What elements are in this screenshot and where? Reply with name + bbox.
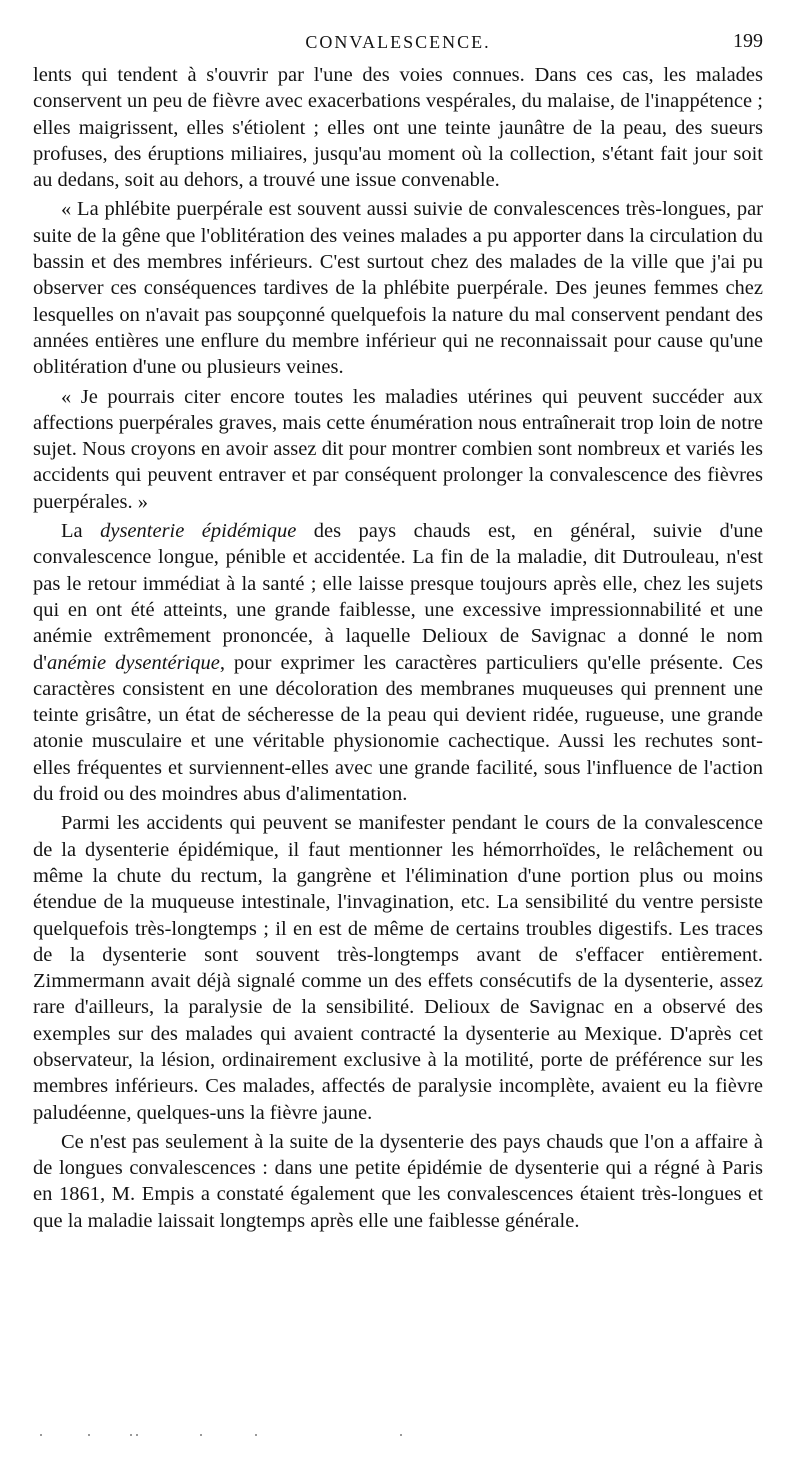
scan-speck: [130, 1434, 132, 1436]
scan-speck: [400, 1434, 402, 1436]
paragraph-text: Ce n'est pas seulement à la suite de la dysenterie des pays chauds que l'on a affaire à de longues convalescences : dans une petite épidémie de dysenterie qui a régné à Paris en 1861, M. Empis a constaté également que les convalescences étaient très-longues et que la maladie laissait longtemps après elle une faiblesse générale.: [33, 1130, 763, 1232]
scan-speck: [136, 1434, 138, 1436]
paragraph-text: , pour exprimer les caractères particuliers qu'elle présente. Ces caractères consistent en une décoloration des membranes muqueuses qui prennent une teinte grisâtre, un état de sécheresse de la peau qui devient ridée, rugueuse, une grande atonie musculaire et une véritable physionomie cachectique. Aussi les rechutes sont-elles fréquentes et surviennent-elles avec une grande facilité, sous l'influence de l'action du froid ou des moindres abus d'alimentation.: [33, 651, 763, 806]
paragraph-text: La: [61, 520, 101, 543]
book-page: [33, 28, 763, 1234]
italic-term-anemie-dysenterique: anémie dysentérique: [46, 651, 220, 674]
italic-term-dysenterie-epidemique: dysenterie épidémique: [100, 520, 297, 543]
paragraph-text: « La phlébite puerpérale est souvent aussi suivie de convalescences très-longues, par suite de la gêne que l'oblitération des veines malades a pu apporter dans la circulation du bassin et des membres inférieurs. C'est surtout chez des malades de la ville que j'ai pu observer ces conséquences tardives de la phlébite puerpérale. Des jeunes femmes chez lesquelles on n'avait pas soupçonné quelquefois la nature du mal conservent pendant des années entières une enflure du membre inférieur qui ne reconnaissait pour cause qu'une oblitération d'une ou plusieurs veines.: [33, 198, 763, 379]
paragraph-text: lents qui tendent à s'ouvrir par l'une des voies connues. Dans ces cas, les malades conservent un peu de fièvre avec exacerbations vespérales, du malaise, de l'inappétence ; elles maigrissent, elles s'étiolent ; elles ont une teinte jaunâtre de la peau, des sueurs profuses, des éruptions miliaires, jusqu'au moment où la collection, s'étant fait jour soit au dedans, soit au dehors, a trouvé une issue convenable.: [33, 64, 763, 192]
paragraph-text: « Je pourrais citer encore toutes les maladies utérines qui peuvent succéder aux affections puerpérales graves, mais cette énumération nous entraînerait trop loin de notre sujet. Nous croyons en avoir assez dit pour montrer combien sont nombreux et variés les accidents qui peuvent entraver et par conséquent prolonger la convalescence des fièvres puerpérales. »: [33, 385, 763, 513]
paragraph-paris-1861: [33, 1129, 763, 1234]
scan-speck: [255, 1434, 257, 1436]
scan-speck: [40, 1434, 42, 1436]
body-text: [33, 62, 763, 1234]
running-title: CONVALESCENCE.: [305, 32, 491, 52]
paragraph-uterine-quote: [33, 384, 763, 515]
paragraph-text: Parmi les accidents qui peuvent se manifester pendant le cours de la convalescence de la dysenterie épidémique, il faut mentionner les hémorrhoïdes, le relâchement ou même la chute du rectum, la gangrène et l'élimination d'une portion plus ou moins étendue de la muqueuse intestinale, l'invagination, etc. La sensibilité du ventre persiste quelquefois très-longtemps ; il en est de même de certains troubles digestifs. Les traces de la dysenterie sont souvent très-longtemps avant de s'effacer entièrement. Zimmermann avait déjà signalé comme un des effets consécutifs de la dysenterie, assez rare d'ailleurs, la paralysie de la sensibilité. Delioux de Savignac en a observé des exemples sur des malades qui avaient contracté la dysenterie au Mexique. D'après cet observateur, la lésion, ordinairement exclusive à la motilité, porte de préférence sur les membres inférieurs. Ces malades, affectés de paralysie incomplète, avaient eu la fièvre paludéenne, quelques-uns la fièvre jaune.: [33, 812, 763, 1124]
page-header: [33, 28, 763, 62]
scan-speck: [200, 1434, 202, 1436]
scan-speck: [88, 1434, 90, 1436]
paragraph-dysenterie: [33, 518, 763, 807]
paragraph-phlebite-quote: [33, 196, 763, 380]
scan-specks: [40, 1434, 440, 1438]
paragraph-accidents: [33, 810, 763, 1126]
paragraph-continuation: [33, 62, 763, 193]
paragraph-text: des pays chauds est, en général, suivie d'une convalescence longue, pénible et accidentée. La fin de la maladie, dit Dutrouleau, n'est pas le retour immédiat à la santé ; elle laisse presque toujours après elle, chez les sujets qui en ont été atteints, une grande faiblesse, une excessive impressionnabilité et une anémie extrêmement prononcée, à laquelle Delioux de Savignac a donné le nom d': [33, 520, 764, 674]
page-number: 199: [733, 30, 763, 52]
